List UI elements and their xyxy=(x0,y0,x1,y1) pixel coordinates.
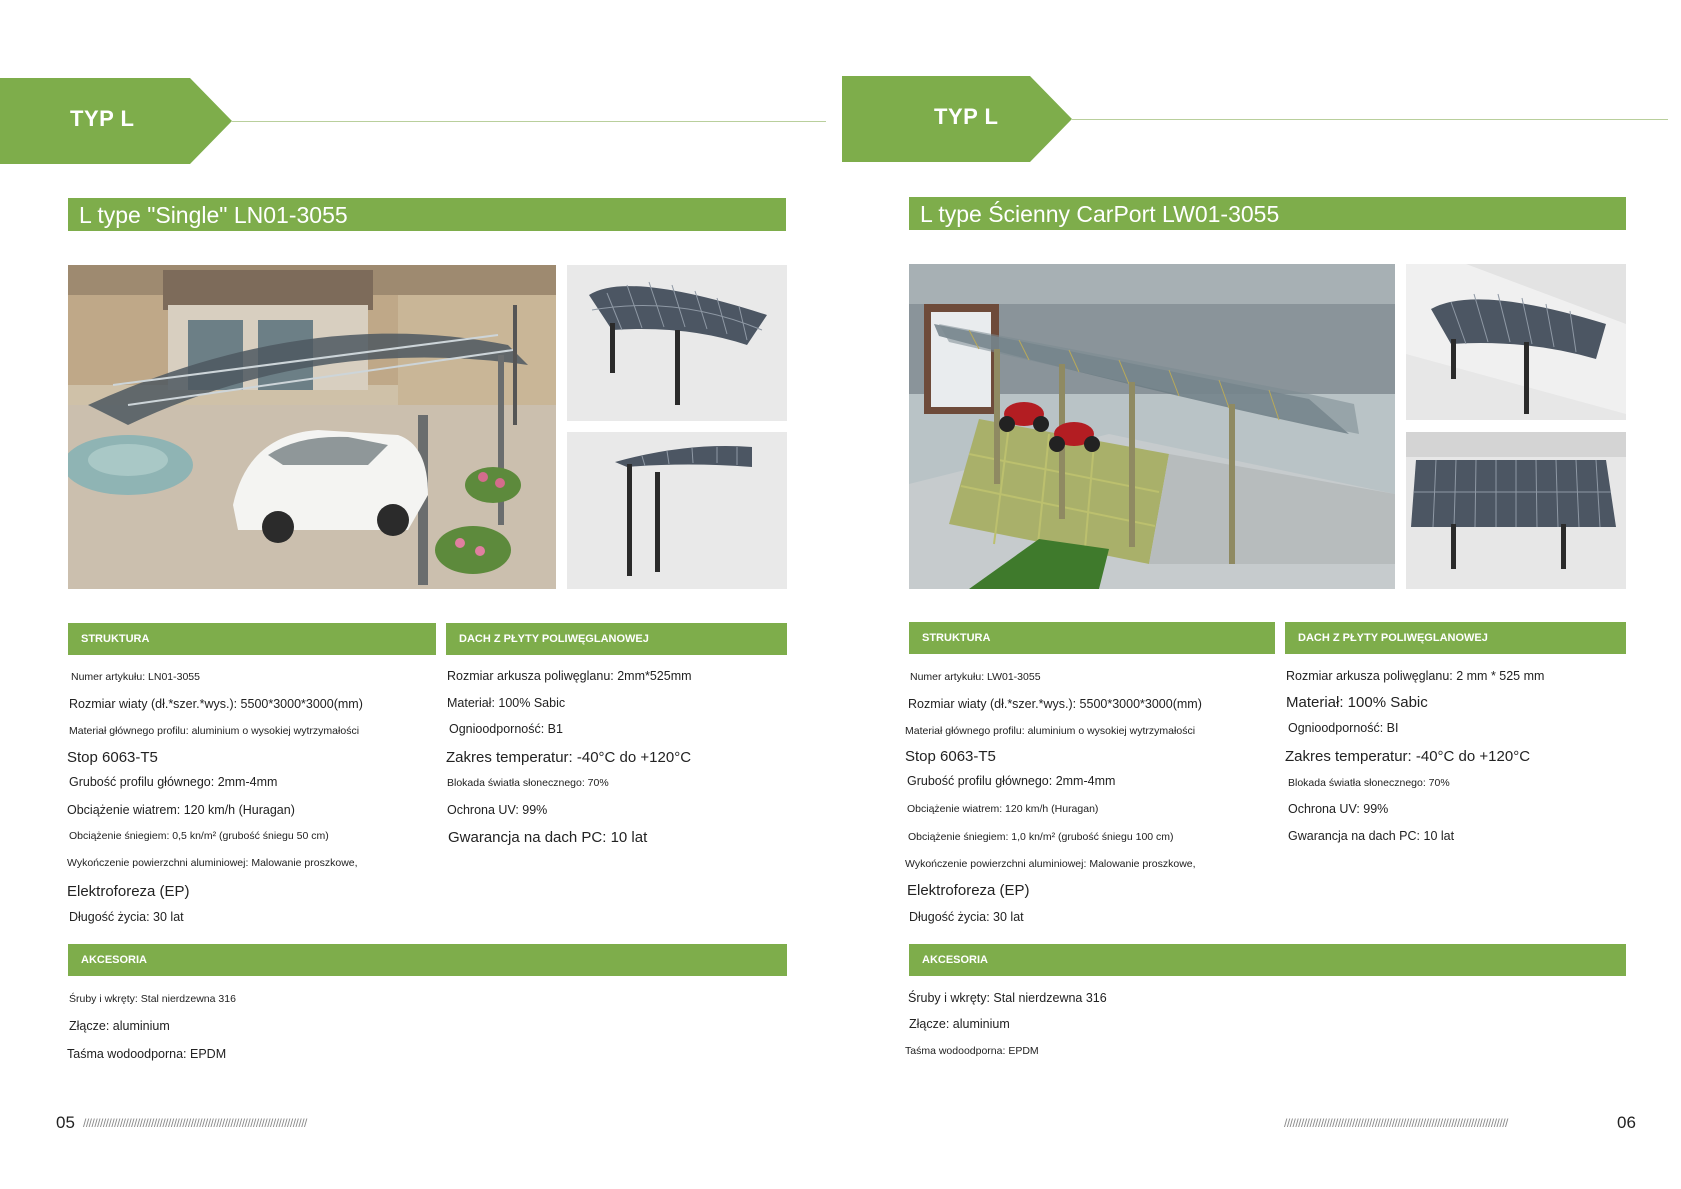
spec-line: Materiał głównego profilu: aluminium o wysokiej wytrzymałości xyxy=(69,725,360,737)
spec-line: Ochrona UV: 99% xyxy=(447,803,548,817)
spec-line: Rozmiar wiaty (dł.*szer.*wys.): 5500*3000*3000(mm) xyxy=(69,697,363,711)
spec-line: Obciążenie śniegiem: 1,0 kn/m² (grubość śniegu 100 cm) xyxy=(908,831,1174,843)
spec-line: Stop 6063-T5 xyxy=(905,748,996,765)
product-render-perspective xyxy=(567,265,787,421)
spec-line: Numer artykułu: LW01-3055 xyxy=(910,671,1041,683)
spec-line: Wykończenie powierzchni aluminiowej: Malowanie proszkowe, xyxy=(905,858,1196,870)
type-banner xyxy=(0,78,235,164)
product-title: L type "Single" LN01-3055 xyxy=(68,198,786,231)
spec-line: Elektroforeza (EP) xyxy=(907,882,1030,899)
spec-line: Złącze: aluminium xyxy=(69,1019,170,1033)
spec-line: Wykończenie powierzchni aluminiowej: Malowanie proszkowe, xyxy=(67,857,358,869)
spec-line: Grubość profilu głównego: 2mm-4mm xyxy=(69,775,278,789)
product-render-wall xyxy=(1406,264,1626,420)
spec-line: Gwarancja na dach PC: 10 lat xyxy=(1288,829,1455,843)
spec-line: Obciążenie śniegiem: 0,5 kn/m² (grubość śniegu 50 cm) xyxy=(69,830,329,842)
spec-line: Obciążenie wiatrem: 120 km/h (Huragan) xyxy=(67,803,295,817)
spec-line: Materiał głównego profilu: aluminium o wysokiej wytrzymałości xyxy=(905,725,1196,737)
spec-line: Gwarancja na dach PC: 10 lat xyxy=(448,829,648,846)
section-struktura-header: STRUKTURA xyxy=(68,623,436,655)
page-number: 06 xyxy=(1617,1113,1636,1132)
banner-label: TYP L xyxy=(934,104,999,129)
spec-line: Stop 6063-T5 xyxy=(67,749,158,766)
section-akcesoria-header: AKCESORIA xyxy=(68,944,787,976)
spec-line: Długość życia: 30 lat xyxy=(69,910,184,924)
section-dach-header: DACH Z PŁYTY POLIWĘGLANOWEJ xyxy=(1285,622,1626,654)
spec-line: Elektroforeza (EP) xyxy=(67,883,190,900)
spec-line: Materiał: 100% Sabic xyxy=(1286,694,1428,711)
spec-line: Numer artykułu: LN01-3055 xyxy=(71,671,200,683)
type-banner xyxy=(842,76,1074,162)
spec-line: Śruby i wkręty: Stal nierdzewna 316 xyxy=(908,991,1107,1005)
main-product-photo xyxy=(909,264,1395,589)
footer-slashes: /////////////////////////////////////////////////////////////////////////////// xyxy=(1284,1116,1508,1130)
spec-line: Śruby i wkręty: Stal nierdzewna 316 xyxy=(69,993,236,1005)
spec-line: Zakres temperatur: -40°C do +120°C xyxy=(1285,748,1531,765)
product-title: L type Ścienny CarPort LW01-3055 xyxy=(909,197,1626,230)
product-render-top xyxy=(1406,432,1626,589)
page-right xyxy=(840,0,1681,1189)
banner-label: TYP L xyxy=(70,106,135,131)
spec-line: Ognioodporność: BI xyxy=(1288,721,1399,735)
spec-line: Obciążenie wiatrem: 120 km/h (Huragan) xyxy=(907,803,1099,815)
main-product-photo xyxy=(68,265,556,589)
spec-line: Złącze: aluminium xyxy=(909,1017,1010,1031)
banner-rule xyxy=(232,121,826,122)
spec-line: Blokada światła słonecznego: 70% xyxy=(447,777,609,789)
spec-line: Rozmiar wiaty (dł.*szer.*wys.): 5500*3000*3000(mm) xyxy=(908,697,1202,711)
spec-line: Grubość profilu głównego: 2mm-4mm xyxy=(907,774,1116,788)
spec-line: Ochrona UV: 99% xyxy=(1288,802,1389,816)
spec-line: Długość życia: 30 lat xyxy=(909,910,1024,924)
spec-line: Rozmiar arkusza poliwęglanu: 2mm*525mm xyxy=(447,669,692,683)
spec-line: Rozmiar arkusza poliwęglanu: 2 mm * 525 mm xyxy=(1286,669,1545,683)
section-struktura-header: STRUKTURA xyxy=(909,622,1275,654)
spec-line: Taśma wodoodporna: EPDM xyxy=(905,1045,1039,1057)
spec-line: Ognioodporność: B1 xyxy=(449,722,563,736)
product-render-side xyxy=(567,432,787,589)
spec-line: Zakres temperatur: -40°C do +120°C xyxy=(446,749,692,766)
section-akcesoria-header: AKCESORIA xyxy=(909,944,1626,976)
spec-line: Blokada światła słonecznego: 70% xyxy=(1288,777,1450,789)
banner-rule xyxy=(1072,119,1668,120)
page-number: 05 xyxy=(56,1113,75,1132)
spec-line: Materiał: 100% Sabic xyxy=(447,696,566,710)
page-left xyxy=(0,0,840,1189)
section-dach-header: DACH Z PŁYTY POLIWĘGLANOWEJ xyxy=(446,623,787,655)
spec-line: Taśma wodoodporna: EPDM xyxy=(67,1047,227,1061)
footer-slashes: /////////////////////////////////////////////////////////////////////////////// xyxy=(83,1116,307,1130)
